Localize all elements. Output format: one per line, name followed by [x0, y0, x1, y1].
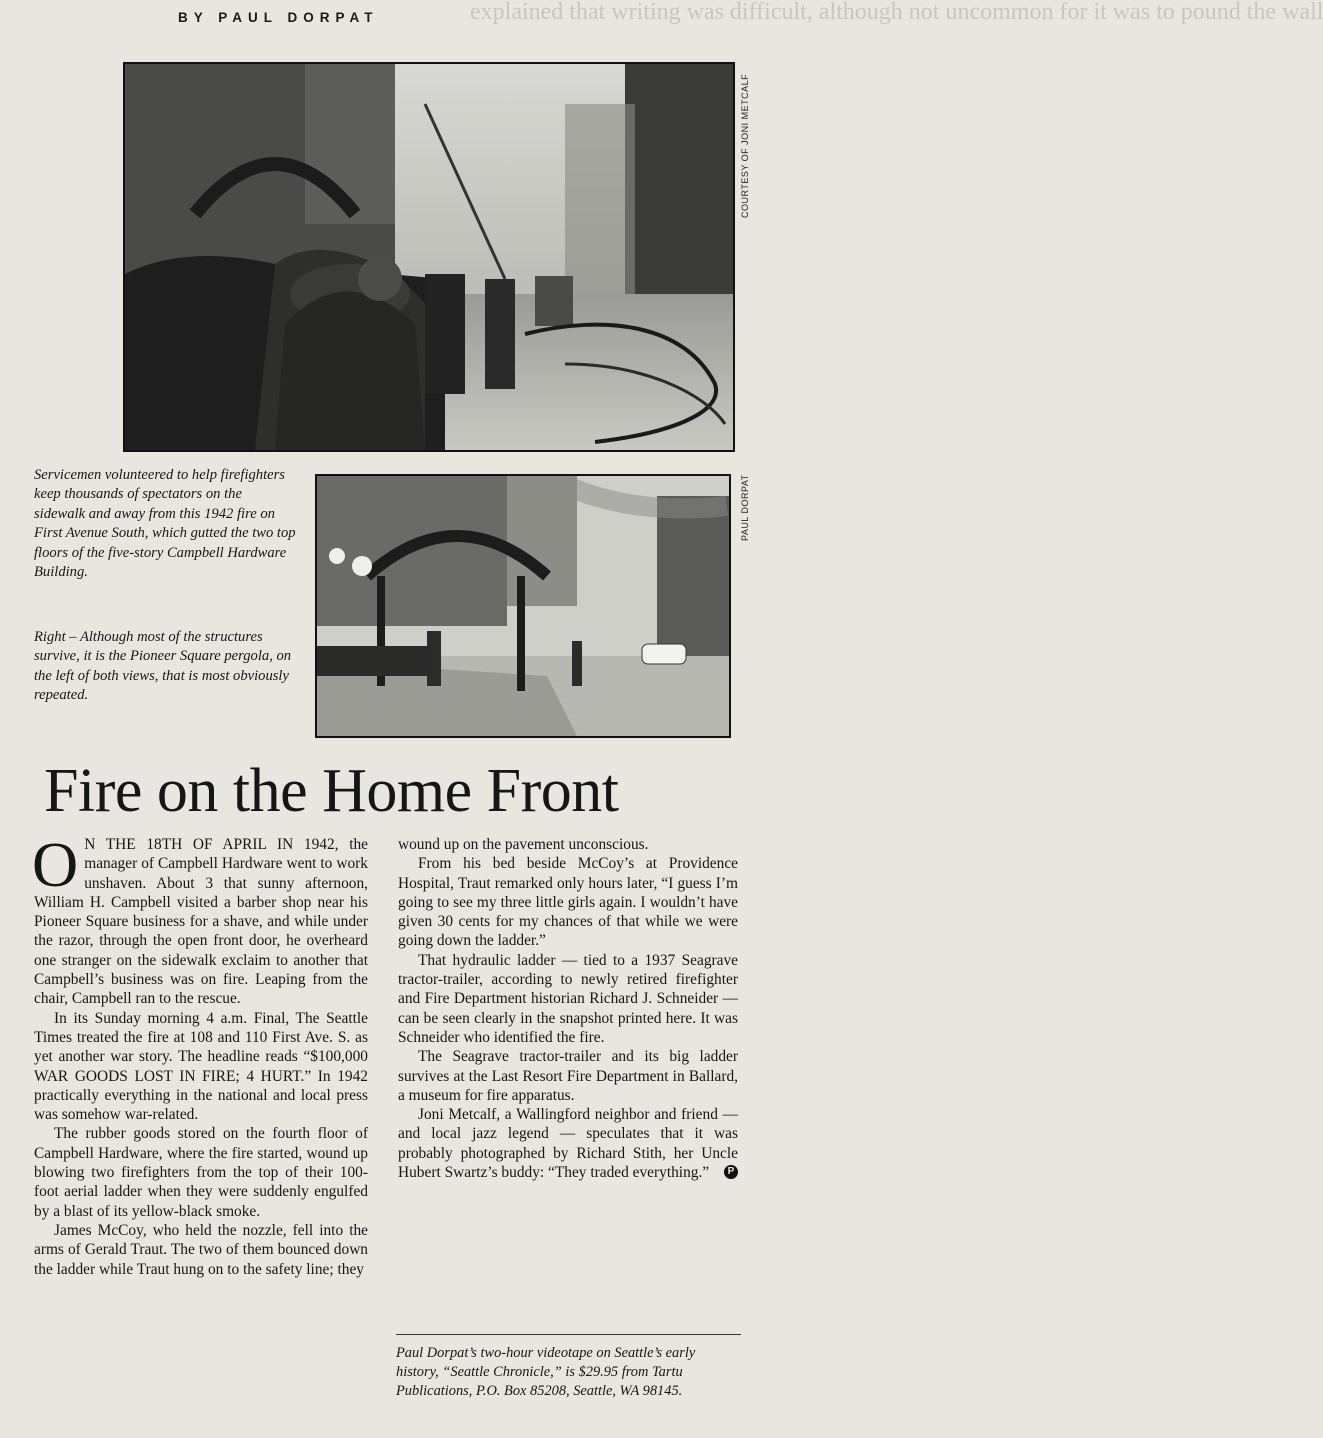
headline: Fire on the Home Front — [44, 757, 619, 825]
lead-in: N THE 18TH OF APRIL IN 1942, — [84, 836, 339, 853]
fire-1942-photo — [123, 62, 735, 452]
paragraph-1-text: the manager of Campbell Hardware went to work unshaven. About 3 that sunny afternoon, William H. Campbell visited a barber shop near his Pioneer Square business for a shave, and while under the razor, through the open front door, he overheard one stranger on the sidewalk exclaim to another that Campbell’s business was on fire. Leaping from the chair, Campbell ran to the rescue. — [34, 836, 368, 1008]
article-paragraph-8 — [398, 1105, 738, 1182]
article-paragraph-1 — [32, 829, 368, 1009]
article-paragraph-3: The rubber goods stored on the fourth floor of Campbell Hardware, where the fire started, wound up blowing two firefighters from the top of their 100-foot aerial ladder when they were suddenly engulfed by a blast of its yellow-black smoke. — [34, 1125, 368, 1220]
article-paragraph-7: The Seagrave tractor-trailer and its big ladder survives at the Last Resort Fire Department in Ballard, a museum for fire apparatus. — [398, 1048, 738, 1104]
end-mark-icon: P — [724, 1165, 738, 1179]
pioneer-square-photo — [315, 474, 731, 738]
bleed-through-text: explained that writing was difficult, although not uncommon for it was to pound the wall — [470, 0, 1323, 25]
photo-caption-2: Right – Although most of the structures survive, it is the Pioneer Square pergola, on the left of both views, that is most obviously repeated. — [34, 629, 292, 704]
photo-caption-1: Servicemen volunteered to help firefighters keep thousands of spectators on the sidewalk and away from this 1942 fire on First Avenue South, which gutted the two top floors of the five-story Campbell Hardware Building. — [34, 467, 296, 581]
article-column-left — [32, 829, 368, 1279]
photo-credit-top: COURTESY OF JONI METCALF — [740, 73, 750, 218]
promo-divider — [396, 1334, 741, 1335]
article-paragraph-6: That hydraulic ladder — tied to a 1937 Seagrave tractor-trailer, according to newly retired firefighter and Fire Department historian Richard J. Schneider — can be seen clearly in the snapshot printed here. It was Schneider who identified the fire. — [398, 951, 738, 1046]
article-paragraph-5: From his bed beside McCoy’s at Providence Hospital, Traut remarked only hours later, “I guess I’m going to see my three little girls again. I wouldn’t have given 30 cents for my chances of that while we were going down the ladder.” — [398, 855, 738, 950]
article-column-right — [398, 835, 738, 1182]
photo-credit-bottom: PAUL DORPAT — [740, 474, 750, 541]
article-paragraph-2: In its Sunday morning 4 a.m. Final, The Seattle Times treated the fire at 108 and 110 First Ave. S. as yet another war story. The headline reads “$100,000 WAR GOODS LOST IN FIRE; 4 HURT.” In 1942 practically everything in the national and local press was somehow war-related. — [34, 1009, 368, 1124]
promo-note: Paul Dorpat’s two-hour videotape on Seattle’s early history, “Seattle Chronicle,” is $29.95 from Tartu Publications, P.O. Box 85208, Seattle, WA 98145. — [396, 1345, 696, 1399]
drop-cap: O — [32, 829, 79, 900]
paragraph-8-text: Joni Metcalf, a Wallingford neighbor and friend — and local jazz legend — speculates that it was probably photographed by Richard Stith, her Uncle Hubert Swartz’s buddy: “They traded everything.” — [398, 1106, 738, 1182]
article-paragraph-4-cont: wound up on the pavement unconscious. — [398, 836, 649, 853]
byline: BY PAUL DORPAT — [178, 10, 379, 25]
article-paragraph-4: James McCoy, who held the nozzle, fell into the arms of Gerald Traut. The two of them bounced down the ladder while Traut hung on to the safety line; they — [34, 1221, 368, 1278]
